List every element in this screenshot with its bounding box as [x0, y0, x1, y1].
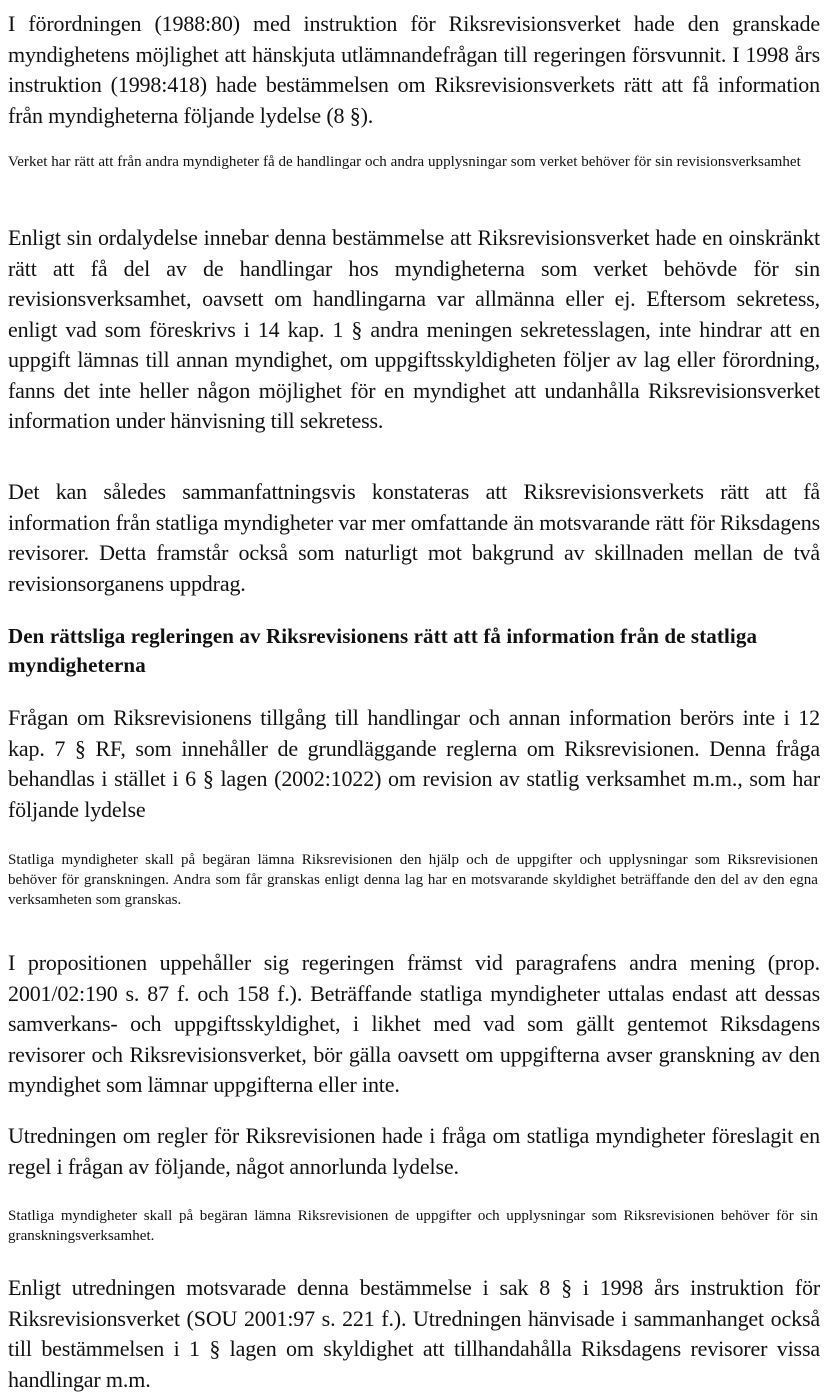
block-quote: Statliga myndigheter skall på begäran lämna Riksrevisionen den hjälp och de uppgifter och upplysningar som Riksrevisionen behöver för granskningen. Andra som får granskas enligt denna lag har en motsvarande skyldighet beträffande den del av den egna verksamheten som granskas. — [8, 852, 818, 908]
body-paragraph: Frågan om Riksrevisionens tillgång till handlingar och annan information berörs inte i 12 kap. 7 § RF, som innehåller de grundläggande reglerna om Riksrevisionen. Denna fråga behandlas i stället i 6 § lagen (2002:1022) om revision av statlig verksamhet m.m., som har följande lydelse — [8, 705, 820, 822]
block-quote: Verket har rätt att från andra myndigheter få de handlingar och andra upplysningar som verket behöver för sin revisionsverksamhet — [8, 154, 801, 170]
body-paragraph: I förordningen (1988:80) med instruktion för Riksrevisionsverket hade den granskade myndighetens möjlighet att hänskjuta utlämnandefrågan till regeringen försvunnit. I 1998 års instruktion (1998:418) hade bestämmelsen om Riksrevisionsverkets rätt att få information från myndigheterna följande lydelse (8 §). — [8, 11, 820, 128]
block-quote: Statliga myndigheter skall på begäran lämna Riksrevisionen de uppgifter och upplysningar som Riksrevisionen behöver för sin granskningsverksamhet. — [8, 1208, 818, 1244]
body-paragraph: Utredningen om regler för Riksrevisionen hade i fråga om statliga myndigheter föreslagit en regel i frågan av följande, något annorlunda lydelse. — [8, 1123, 820, 1179]
section-heading: Den rättsliga regleringen av Riksrevisionens rätt att få information från de statliga myndigheterna — [8, 624, 758, 677]
body-paragraph: Enligt sin ordalydelse innebar denna bestämmelse att Riksrevisionsverket hade en oinskränkt rätt att få del av de handlingar hos myndigheterna som verket behövde för sin revisionsverksamhet, oavsett om handlingarna var allmänna eller ej. Eftersom sekretess, enligt vad som föreskrivs i 14 kap. 1 § andra meningen sekretesslagen, inte hindrar att en uppgift lämnas till annan myndighet, om uppgiftsskyldigheten följer av lag eller förordning, fanns det inte heller någon möjlighet för en myndighet att undanhålla Riksrevisionsverket information under hänvisning till sekretess. — [8, 225, 820, 433]
body-paragraph: Det kan således sammanfattningsvis konstateras att Riksrevisionsverkets rätt att få information från statliga myndigheter var mer omfattande än motsvarande rätt för Riksdagens revisorer. Detta framstår också som naturligt mot bakgrund av skillnaden mellan de två revisionsorganens uppdrag. — [8, 479, 820, 596]
body-paragraph: I propositionen uppehåller sig regeringen främst vid paragrafens andra mening (prop. 2001/02:190 s. 87 f. och 158 f.). Beträffande statliga myndigheter uttalas endast att dessas samverkans- och uppgiftsskyldighet, i likhet med vad som gällt gentemot Riksdagens revisorer och Riksrevisionsverket, bör gälla oavsett om uppgifterna avser granskning av den myndighet som lämnar uppgifterna eller inte. — [8, 950, 820, 1097]
body-paragraph: Enligt utredningen motsvarade denna bestämmelse i sak 8 § i 1998 års instruktion för Riksrevisionsverket (SOU 2001:97 s. 221 f.). Utredningen hänvisade i sammanhanget också till bestämmelsen i 1 § lagen om skyldighet att tillhandahålla Riksdagens revisorer vissa handlingar m.m. — [8, 1275, 820, 1392]
